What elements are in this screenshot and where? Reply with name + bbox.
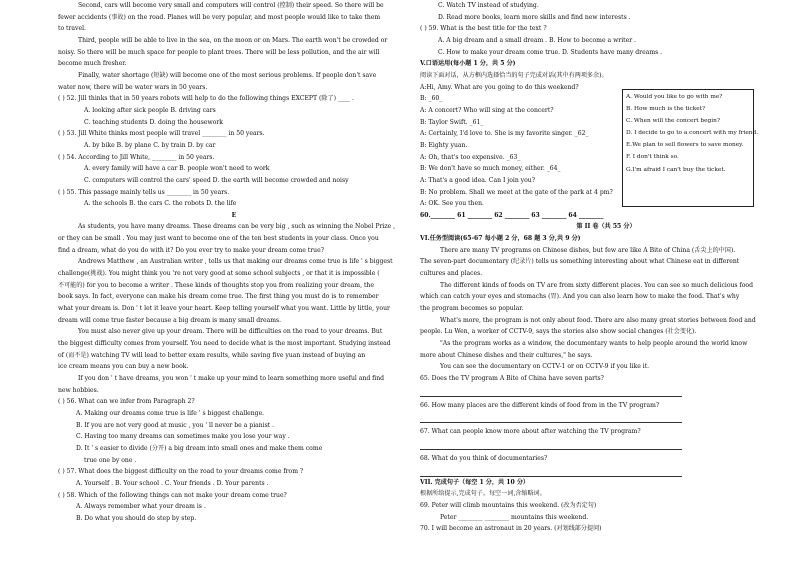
text-line: true one by one . (84, 456, 137, 464)
option-item: E.We plan to sell flowers to save money. (626, 142, 744, 149)
text-line: A. every family will have a car B. people won't need to work (84, 165, 270, 173)
text-line: A. Always remember what your dream is . (76, 503, 206, 511)
text-line: 65. Does the TV program A Bite of China have seven parts? (420, 375, 604, 382)
text-line: A. the schools B. the cars C. the robots D. the life (84, 200, 237, 208)
text-line: 不可能的) for you to become a writer . These kinds of thoughts stop you from realizing your dream, the (58, 281, 374, 289)
text-line: 69. Peter will climb mountains this weekend. (改为否定句) (420, 501, 597, 509)
text-line: As students, you have many dreams. These dreams can be very big , such as winning the Nobel Prize , (78, 223, 396, 231)
text-line: There are many TV programs on Chinese dishes, but few are like A Bite of China (舌尖上的中国). (440, 246, 736, 254)
text-line: The seven-part documentary (纪录片) tells us something interesting about what Chinese eat in different (420, 258, 740, 266)
text-line: A. Making our dreams come true is life ' s biggest challenge. (76, 409, 265, 417)
text-line: A. looking after sick people B. driving cars (84, 106, 216, 114)
question-line: 67. What can people know more about after watching the TV program? (420, 428, 641, 436)
text-line: A. Yourself . B. Your school . C. Your friends . D. Your parents . (76, 479, 269, 487)
option-item: G.I'm afraid I can't buy the ticket. (626, 166, 726, 173)
text-line: V.口语运用(每小题 1 分，共 5 分) (420, 60, 516, 68)
text-line: cultures and places. (420, 270, 483, 278)
text-line: Finally, water shortage (短缺) will become one of the most serious problems. If people don't save (78, 71, 377, 79)
text-line: people. Lu Wen, a worker of CCTV-9, says the stories also show social changes (社会变化). (420, 328, 697, 336)
text-line: the program becomes so popular. (420, 305, 524, 313)
text-line: find a dream, what do you do with it? Do you ever try to make your dream come true? (58, 246, 324, 254)
text-line: ice cream means you can buy a new book. (58, 363, 189, 371)
text-line: A. A big dream and a small dream . B. How to become a writer . (438, 36, 636, 44)
text-line: 60.________ 61 ________ 62 ________ 63 ________ 64 ________ (420, 211, 604, 219)
text-line: ( ) 54. According to Jill White, ________ in 50 years. (58, 153, 215, 161)
text-line: B: No problem. Shall we meet at the gate of the park at 4 pm? (420, 188, 613, 196)
text-line: of (而不是) watching TV will lead to better exam results, while saving five yuan instead of buying an (58, 351, 366, 359)
text-line: more about Chinese dishes and their cultures," he says. (420, 351, 593, 359)
text-line: become much fresher. (58, 60, 127, 68)
text-line: ( ) 58. Which of the following things can not make your dream come true? (58, 491, 287, 499)
text-line: ( ) 57. What does the biggest difficulty on the road to your dreams come from ? (58, 468, 304, 476)
left-column (58, 0, 410, 525)
text-line: C. How to make your dream come true. D. Students have many dreams . (438, 48, 663, 56)
text-line: A: That's a good idea. Can I join you? (420, 176, 535, 184)
text-line: B: _60_ (420, 95, 443, 103)
text-line: or they can be small . You may just want to become one of the ten best students in your class. Once you (58, 235, 379, 243)
text-line: 根据所给提示,完成句子。每空一词,含缩略词。 (420, 490, 546, 498)
text-line: noisy. So there will be much space for people to plant trees. There will be less pollution, and the air will (58, 48, 380, 56)
text-line: Peter ________ ________ mountains this weekend. (440, 513, 589, 521)
question-line: 66. How many places are the different kinds of food from in the TV program? (420, 401, 660, 409)
text-line: B: We don't have so much money, either. _64_ (420, 165, 561, 173)
text-line: You must also never give up your dream. There will be difficulties on the road to your dreams. But (78, 328, 383, 336)
text-line: C. Watch TV instead of studying. (438, 2, 539, 9)
right-column (420, 0, 792, 535)
answer-line[interactable] (420, 438, 682, 450)
text-line: the biggest difficulty comes from yourself. You need to decide what is the most important. Studying instead (58, 340, 391, 348)
text-line: C. Having too many dreams can sometimes make you lose your way . (76, 433, 290, 441)
text-line: B: Eighty yuan. (420, 141, 468, 149)
text-line: What's more, the program is not only about food. There are also many great stories between food and (440, 316, 756, 324)
section-title: 第 II 卷（共 55 分） (576, 223, 636, 231)
text-line: book says. In fact, everyone can make his dream come true. The first thing you must do is to remember (58, 293, 379, 301)
text-line: B. If you are not very good at music , you ' ll never be a pianist . (76, 421, 275, 429)
answer-line[interactable] (420, 385, 682, 397)
reading-section (420, 233, 792, 397)
text-line: Third, people will be able to live in the sea, on the moon or on Mars. The earth won't be crowded or (78, 36, 388, 44)
text-line: C. computers will control the cars' speed D. the earth will become crowded and noisy (84, 176, 349, 184)
text-line: dream will come true faster because a big dream is many small dreams. (58, 316, 282, 324)
text-line: A:Hi, Amy. What are you going to do this weekend? (420, 83, 579, 91)
option-item: A. Would you like to go with me? (626, 94, 723, 100)
text-line: E (231, 211, 237, 219)
text-line: challenge(挑战). You might think you 're not very good at some school subjects , or that it is impossible ( (58, 270, 380, 278)
option-item: C. When will the concert begin? (626, 118, 720, 125)
text-line: water now, there will be water wars in 50 years. (58, 83, 208, 91)
text-line: D. Read more books, learn more skills and find new interests . (438, 13, 631, 21)
text-line: which can catch your eyes and stomachs (胃). And you can also learn how to make the food. That's why (420, 293, 740, 301)
text-line: Andrews Matthew , an Australian writer , tells us that making our dreams come true is life ' s biggest (78, 258, 393, 266)
text-line: ( ) 53. Jill White thinks most people will travel ________ in 50 years. (58, 130, 265, 138)
text-line: D. It ' s easier to divide (分开) a big dream into small ones and make them come (76, 444, 323, 452)
text-line: You can see the documentary on CCTV-1 or on CCTV-9 if you like it. (440, 363, 650, 371)
text-line: A: Certainly, I'd love to. She is my favorite singer. _62_ (420, 130, 589, 138)
option-item: D. I decide to go to a concert with my friend. (626, 130, 759, 137)
questions-section (420, 400, 792, 477)
text-line: C. teaching students D. doing the housework (84, 118, 223, 126)
text-line: what your dream is. Don ' t let it leave your heart. Keep telling yourself what you want. Little by little, your (58, 305, 390, 313)
text-line: VI.任务型阅读(65-67 每小题 2 分，68 题 3 分,共 9 分) (420, 235, 581, 243)
text-line: B. Do what you should do step by step. (76, 514, 197, 522)
text-line: ( ) 59. What is the best title for the text ? (420, 25, 547, 33)
text-line: to travel. (58, 25, 86, 33)
text-line: VII. 完成句子（每空 1 分，共 10 分） (420, 478, 530, 486)
option-item: F. I don't think so. (626, 154, 679, 161)
option-item: B. How much is the ticket? (626, 106, 706, 113)
text-line: ( ) 56. What can we infer from Paragraph 2? (58, 398, 195, 406)
answer-line[interactable] (420, 465, 682, 477)
text-line: 阅读下面对话，从方框内选择恰当的句子完成对话(其中有两项多余)。 (420, 71, 608, 79)
text-line: A: A concert? Who will sing at the concert? (420, 106, 554, 114)
text-line: If you don ' t have dreams, you won ' t make up your mind to learn something more useful and find (78, 375, 385, 382)
text-line: The different kinds of foods on TV are from sixty different places. You can see so much delicious food (440, 281, 753, 289)
text-line: Second, cars will become very small and computers will control (控制) their speed. So there will be (78, 2, 384, 9)
text-line: A. by bike B. by plane C. by train D. by car (84, 141, 216, 149)
sentence-completion-section (420, 477, 792, 535)
text-line: new hobbies. (58, 386, 99, 394)
text-line: A: Oh, that's too expensive. _63_ (420, 153, 521, 161)
text-line: ( ) 52. Jill thinks that in 50 years robots will help to do the following things EXCEPT (除了) ____ . (58, 95, 354, 103)
text-line: 70. I will become an astronaut in 20 years. (对划线部分提问) (420, 525, 602, 533)
text-line: ( ) 55. This passage mainly tells us ________ in 50 years. (58, 188, 230, 196)
answer-line[interactable] (420, 411, 682, 423)
question-line: 68. What do you think of documentaries? (420, 454, 548, 462)
text-line: "As the program works as a window, the documentary wants to help people around the world know (440, 340, 748, 348)
text-line: A: OK. See you then. (420, 200, 484, 208)
options-box (622, 89, 759, 207)
text-line: fewer accidents (事故) on the road. Planes will be very popular, and most people would like to take them (58, 13, 381, 21)
text-line: B: Taylor Swift. _61_ (420, 118, 484, 126)
